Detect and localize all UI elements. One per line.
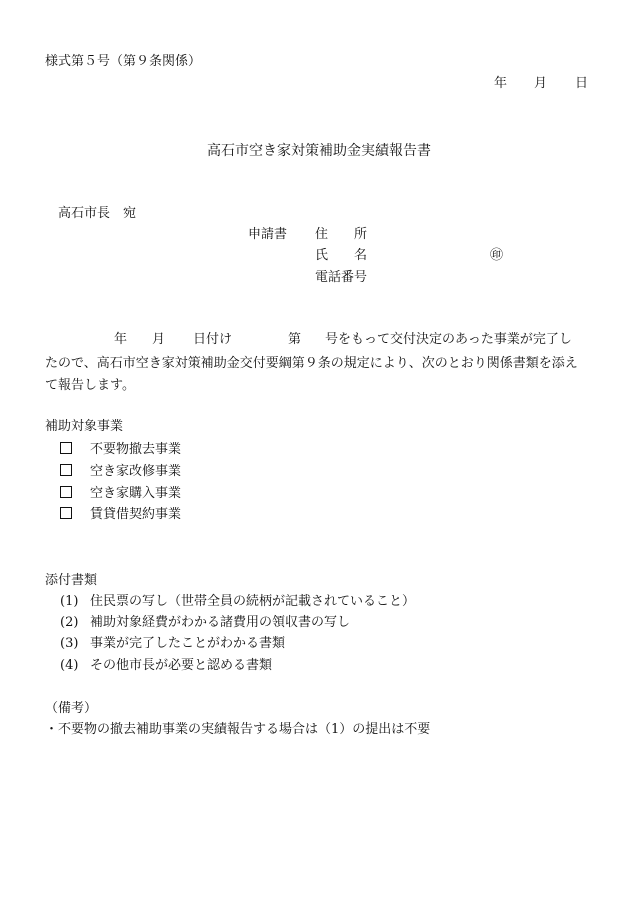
item-number: (1) — [60, 594, 79, 609]
date-year: 年 — [494, 76, 508, 91]
item-text: 補助対象経費がわかる諸費用の領収書の写し — [90, 615, 351, 630]
address-label: 住 所 — [315, 227, 368, 242]
item-text: その他市長が必要と認める書類 — [90, 658, 273, 673]
list-item — [60, 658, 273, 674]
item-number: (3) — [60, 636, 79, 651]
applicant-label: 申請書 — [248, 227, 288, 242]
name-label: 氏 名 — [315, 248, 368, 263]
addressee: 高石市長 宛 — [58, 206, 137, 221]
list-item-label: 空き家購入事業 — [90, 486, 182, 501]
attachments-heading: 添付書類 — [45, 573, 98, 588]
list-item — [60, 442, 181, 458]
list-item — [60, 464, 181, 480]
list-item — [60, 507, 181, 523]
list-item-label: 空き家改修事業 — [90, 464, 182, 479]
list-item — [60, 594, 416, 610]
date-month: 月 — [534, 76, 548, 91]
phone-label: 電話番号 — [315, 270, 368, 285]
body-dated: 日付け — [193, 332, 233, 347]
item-number: (2) — [60, 615, 79, 630]
list-item — [60, 486, 181, 502]
checkbox-3[interactable] — [60, 486, 72, 498]
body-line1: 号をもって交付決定のあった事業が完了し — [325, 332, 572, 347]
list-item — [60, 615, 351, 631]
form-number: 様式第５号（第９条関係） — [45, 54, 202, 69]
checkbox-2[interactable] — [60, 464, 72, 476]
checkbox-4[interactable] — [60, 507, 72, 519]
page-title: 高石市空き家対策補助金実績報告書 — [207, 143, 431, 159]
target-heading: 補助対象事業 — [45, 419, 124, 434]
body-text: たので、高石市空き家対策補助金交付要綱第９条の規定により、次のとおり関係書類を添えて報告します。 — [45, 356, 578, 393]
seal-mark: ㊞ — [490, 248, 504, 263]
checkbox-1[interactable] — [60, 442, 72, 454]
item-text: 住民票の写し（世帯全員の続柄が記載されていること） — [90, 594, 416, 609]
list-item — [60, 636, 286, 652]
remarks-heading: （備考） — [45, 701, 98, 716]
remarks-note: ・不要物の撤去補助事業の実績報告する場合は（1）の提出は不要 — [45, 722, 431, 737]
date-day: 日 — [575, 76, 589, 91]
item-text: 事業が完了したことがわかる書類 — [90, 636, 286, 651]
item-number: (4) — [60, 658, 79, 673]
list-item-label: 不要物撤去事業 — [90, 442, 182, 457]
body-year: 年 — [114, 332, 128, 347]
body-month: 月 — [152, 332, 166, 347]
body-dai: 第 — [288, 332, 302, 347]
list-item-label: 賃貸借契約事業 — [90, 507, 182, 522]
